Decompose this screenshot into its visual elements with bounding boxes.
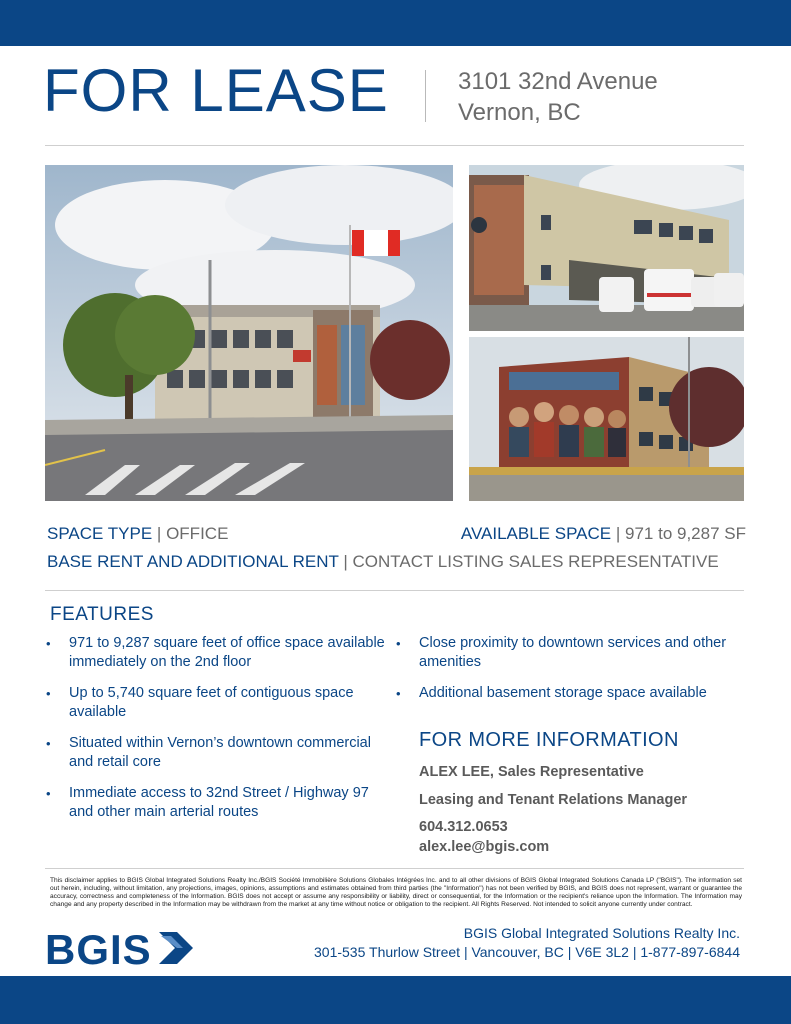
property-address — [458, 66, 658, 128]
title-divider — [425, 70, 426, 122]
list-item: • 971 to 9,287 square feet of office space available immediately on the 2nd floor — [46, 634, 386, 672]
mural-building-photo — [469, 337, 744, 501]
contact-role: Leasing and Tenant Relations Manager — [419, 792, 688, 808]
list-item: • Up to 5,740 square feet of contiguous space available — [46, 684, 386, 722]
logo-wordmark: BGIS — [45, 928, 152, 968]
page-title: FOR LEASE — [43, 57, 389, 124]
footer-rule — [45, 868, 744, 869]
list-item: • Immediate access to 32nd Street / Highway 97 and other main arterial routes — [46, 784, 386, 822]
contact-email[interactable]: alex.lee@bgis.com — [419, 839, 550, 855]
address-line-1: 3101 32nd Avenue — [458, 68, 658, 95]
legal-disclaimer: This disclaimer applies to BGIS Global Integrated Solutions Realty Inc./BGIS Société Immobilière Solutions Globales Intégrées Inc. and to all other divisions of BGIS Global Integrated Solutions Canada LP ("BGIS"). The information set out herein, including, without limitation, any projections, images, opinions, assumptions and estimates obtained from third parties (the "Information") has not been verified by BGIS, and BGIS does not represent, warrant or guarantee the accuracy, correctness and completeness of the Information. BGIS does not accept or assume any responsibility or liability, direct or consequential, for the Information or the recipient's reliance upon the Information. The Information may change and any property described in the Information may be withdrawn from the market at any time without notice or obligation to the recipient. All Rights Reserved. Not intended to solicit anyone currently under contract. — [50, 877, 742, 908]
features-list-left — [46, 634, 386, 822]
building-side-photo — [469, 165, 744, 331]
available-space-value: 971 to 9,287 SF — [625, 524, 746, 543]
list-item: • Situated within Vernon’s downtown commercial and retail core — [46, 734, 386, 772]
top-banner — [0, 0, 791, 46]
company-address: 301-535 Thurlow Street | Vancouver, BC | V6E 3L2 | 1-877-897-6844 — [314, 944, 740, 960]
spec-separator: | — [615, 524, 621, 543]
contact-phone[interactable]: 604.312.0653 — [419, 819, 508, 835]
available-space-label: AVAILABLE SPACE — [460, 524, 612, 543]
space-type-spec — [47, 524, 228, 544]
spec-separator: | — [343, 552, 348, 571]
features-heading: FEATURES — [50, 604, 154, 625]
list-item: • Additional basement storage space available — [396, 684, 736, 703]
rent-label: BASE RENT AND ADDITIONAL RENT — [47, 552, 339, 571]
specs-rule — [45, 590, 744, 591]
rent-spec — [47, 552, 719, 572]
main-building-photo — [45, 165, 453, 501]
space-type-value: OFFICE — [166, 524, 229, 543]
features-list-right — [396, 634, 736, 703]
contact-name: ALEX LEE, Sales Representative — [419, 764, 644, 780]
bottom-banner — [0, 976, 791, 1024]
list-item: • Close proximity to downtown services and other amenities — [396, 634, 736, 672]
more-info-heading: FOR MORE INFORMATION — [419, 729, 679, 751]
address-line-2: Vernon, BC — [458, 99, 581, 126]
available-space-spec — [461, 524, 746, 544]
space-type-label: SPACE TYPE — [47, 524, 153, 543]
rent-value: CONTACT LISTING SALES REPRESENTATIVE — [352, 552, 719, 571]
spec-separator: | — [156, 524, 162, 543]
bgis-logo — [45, 928, 195, 968]
header-rule — [45, 145, 744, 146]
company-name: BGIS Global Integrated Solutions Realty Inc. — [463, 925, 740, 941]
